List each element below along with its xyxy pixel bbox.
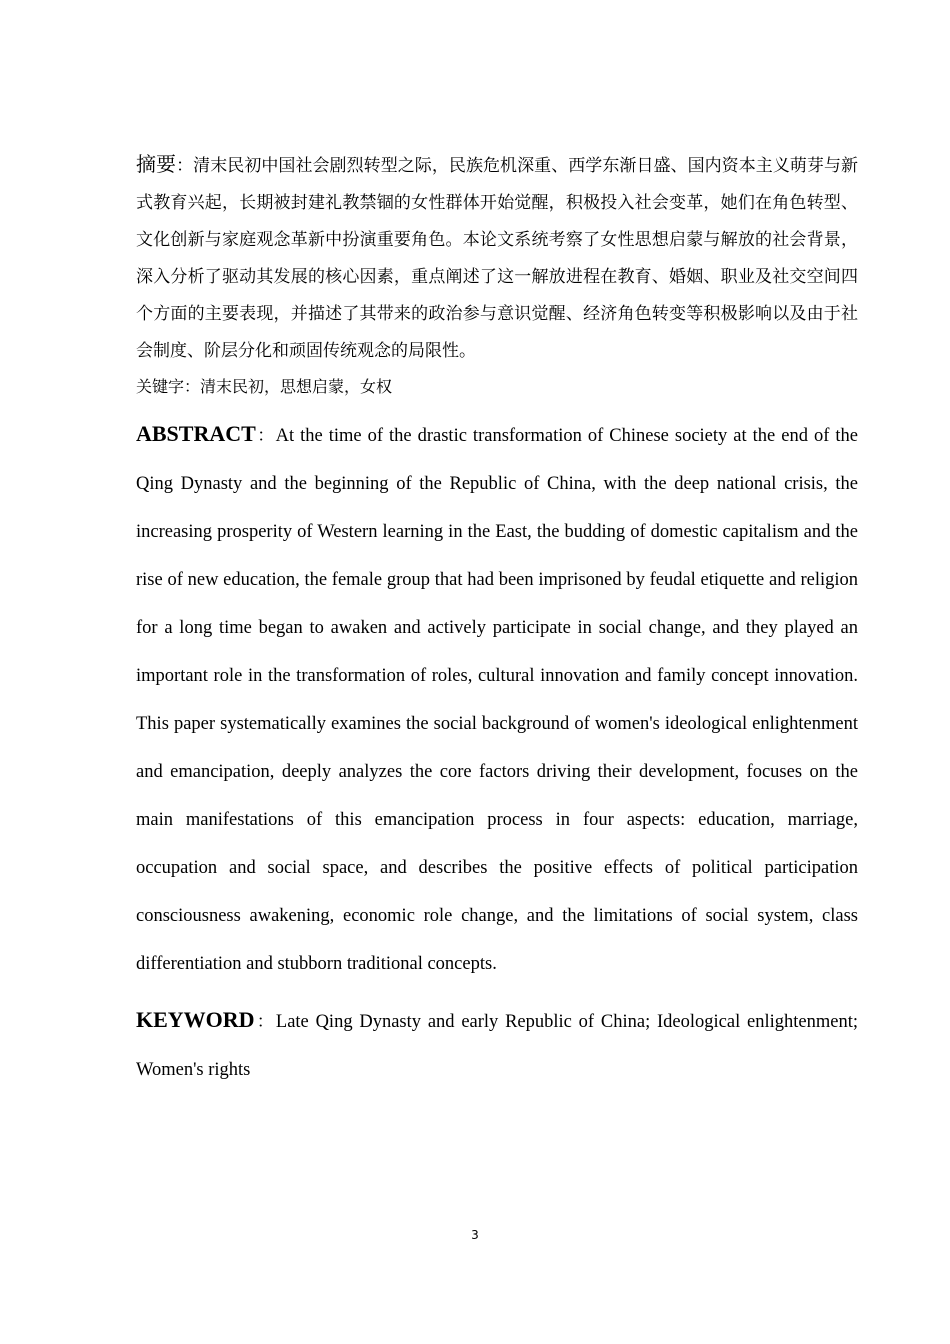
english-abstract-label: ABSTRACT <box>136 421 256 446</box>
english-keywords <box>136 996 858 1094</box>
chinese-abstract <box>136 146 858 370</box>
chinese-keywords <box>136 374 858 400</box>
english-keywords-text: Late Qing Dynasty and early Republic of China; Ideological enlightenment; Women's rights <box>136 1012 858 1080</box>
chinese-keywords-text: 清末民初，思想启蒙，女权 <box>200 377 393 396</box>
english-abstract-text: At the time of the drastic transformation of Chinese society at the end of the Qing Dynasty and the beginning of the Republic of China, with the deep national crisis, the increasing prosperity of Western learning in the East, the budding of domestic capitalism and the rise of new education, the female group that had been imprisoned by feudal etiquette and religion for a long time began to awaken and actively participate in social change, and they played an important role in the transformation of roles, cultural innovation and family concept innovation. This paper systematically examines the social background of women's ideological enlightenment and emancipation, deeply analyzes the core factors driving their development, focuses on the main manifestations of this emancipation process in four aspects: education, marriage, occupation and social space, and describes the positive effects of political participation consciousness awakening, economic role change, and the limitations of social system, class differentiation and stubborn traditional concepts. <box>136 426 858 974</box>
english-keywords-label: KEYWORD <box>136 1007 255 1032</box>
chinese-abstract-label: 摘要 <box>136 152 177 176</box>
chinese-abstract-text: 清末民初中国社会剧烈转型之际，民族危机深重、西学东渐日盛、国内资本主义萌芽与新式教育兴起，长期被封建礼教禁锢的女性群体开始觉醒，积极投入社会变革，她们在角色转型、文化创新与家庭观念革新中扮演重要角色。本论文系统考察了女性思想启蒙与解放的社会背景，深入分析了驱动其发展的核心因素，重点阐述了这一解放进程在教育、婚姻、职业及社交空间四个方面的主要表现，并描述了其带来的政治参与意识觉醒、经济角色转变等积极影响以及由于社会制度、阶层分化和顽固传统观念的局限性。 <box>136 156 859 361</box>
english-abstract-colon: ： <box>255 426 276 446</box>
page-number: 3 <box>471 1228 479 1242</box>
abstract-section <box>136 146 858 1094</box>
chinese-keywords-label: 关键字： <box>136 377 201 396</box>
english-keywords-colon: ： <box>254 1012 276 1032</box>
english-abstract <box>136 410 858 988</box>
chinese-abstract-colon: ： <box>176 156 194 176</box>
